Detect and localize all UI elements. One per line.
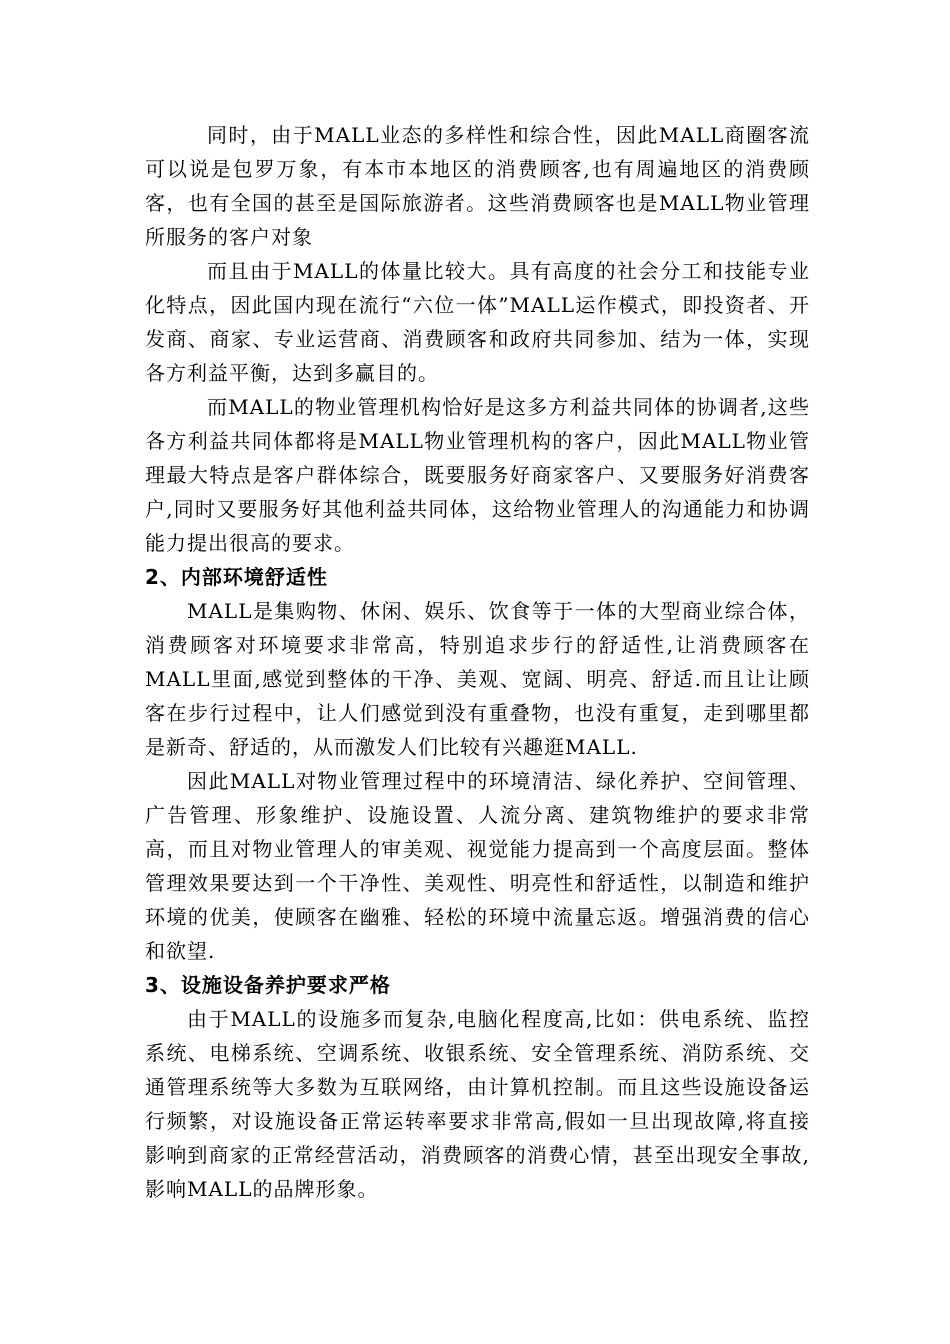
section-heading-2: 2、内部环境舒适性 bbox=[145, 565, 328, 589]
document-body bbox=[145, 118, 810, 1206]
paragraph-six-in-one-model: 而且由于MALL的体量比较大。具有高度的社会分工和技能专业化特点，因此国内现在流行“六位一体”MALL运作模式，即投资者、开发商、商家、专业运营商、消费顾客和政府共同参加、结为一体，实现各方利益平衡，达到多赢目的。 bbox=[145, 259, 810, 385]
paragraph-environment-management: 因此MALL对物业管理过程中的环境清洁、绿化养护、空间管理、广告管理、形象维护、设施设置、人流分离、建筑物维护的要求非常高，而且对物业管理人的审美观、视觉能力提高到一个高度层面。整体管理效果要达到一个干净性、美观性、明亮性和舒适性，以制造和维护环境的优美，使顾客在幽雅、轻松的环境中流量忘返。增强消费的信心和欲望. bbox=[145, 769, 810, 963]
paragraph-environment-comfort: MALL是集购物、休闲、娱乐、饮食等于一体的大型商业综合体，消费顾客对环境要求非常高，特别追求步行的舒适性,让消费顾客在MALL里面,感觉到整体的干净、美观、宽阔、明亮、舒适.而且让让顾客在步行过程中，让人们感觉到没有重叠物，也没有重复，走到哪里都是新奇、舒适的，从而激发人们比较有兴趣逛MALL. bbox=[145, 599, 810, 759]
paragraph-customer-flow: 同时，由于MALL业态的多样性和综合性，因此MALL商圈客流可以说是包罗万象，有本市本地区的消费顾客,也有周遍地区的消费顾客，也有全国的甚至是国际旅游者。这些消费顾客也是MALL物业管理所服务的客户对象 bbox=[145, 123, 810, 249]
section-heading-3: 3、设施设备养护要求严格 bbox=[145, 973, 391, 997]
paragraph-facility-maintenance: 由于MALL的设施多而复杂,电脑化程度高,比如：供电系统、监控系统、电梯系统、空调系统、收银系统、安全管理系统、消防系统、交通管理系统等大多数为互联网络，由计算机控制。而且这些设施设备运行频繁，对设施设备正常运转率要求非常高,假如一旦出现故障,将直接影响到商家的正常经营活动，消费顾客的消费心情，甚至出现安全事故,影响MALL的品牌形象。 bbox=[145, 1007, 810, 1201]
paragraph-coordinator-role: 而MALL的物业管理机构恰好是这多方利益共同体的协调者,这些各方利益共同体都将是MALL物业管理机构的客户，因此MALL物业管理最大特点是客户群体综合，既要服务好商家客户、又要服务好消费客户,同时又要服务好其他利益共同体，这给物业管理人的沟通能力和协调能力提出很高的要求。 bbox=[145, 395, 810, 555]
